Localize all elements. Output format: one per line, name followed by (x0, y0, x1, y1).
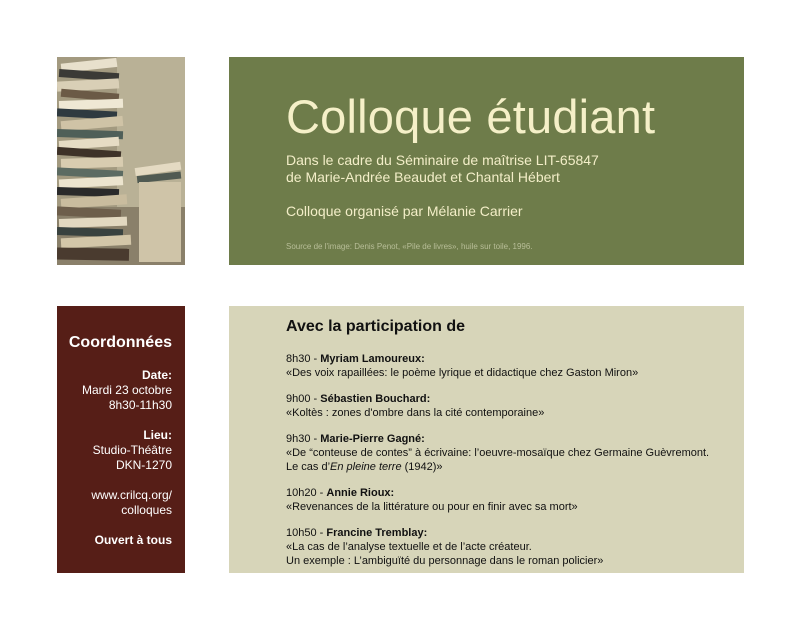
session-item (286, 392, 744, 420)
book-pile-painting (57, 57, 185, 265)
session-header (286, 352, 744, 366)
page-title: Colloque étudiant (286, 90, 656, 143)
website-line: colloques (121, 503, 172, 517)
session-header (286, 526, 744, 540)
program-heading: Avec la participation de (286, 318, 466, 335)
date-block (57, 368, 172, 413)
session-time: 10h50 - (286, 527, 327, 539)
session-title: «La cas de l’analyse textuelle et de l’acte créateur. (286, 541, 532, 553)
session-header (286, 486, 744, 500)
title-text: (1942)» (401, 461, 443, 473)
session-header (286, 432, 744, 446)
session-time: 9h00 - (286, 393, 321, 405)
session-title: «De “conteuse de contes” à écrivaine: l’oeuvre-mosaïque chez Germaine Guèvremont. (286, 447, 710, 459)
date-time: 8h30-11h30 (108, 398, 172, 412)
session-time: 9h30 - (286, 433, 321, 445)
session-title: «Revenances de la littérature ou pour en finir avec sa mort» (286, 501, 578, 513)
place-room: DKN-1270 (115, 458, 172, 472)
session-speaker: Francine Tremblay: (326, 527, 428, 539)
organizer-text: Colloque organisé par Mélanie Carrier (286, 203, 523, 219)
session-title-continued: Un exemple : L’ambiguïté du personnage dans le roman policier» (286, 555, 604, 567)
title-text: Le cas d’ (286, 461, 331, 473)
subtitle-line: Dans le cadre du Séminaire de maîtrise LIT-65847 (286, 152, 599, 168)
book-title: En pleine terre (330, 461, 402, 473)
seminar-subtitle (286, 152, 599, 186)
header-panel (229, 57, 744, 265)
session-speaker: Marie-Pierre Gagné: (320, 433, 425, 445)
place-label: Lieu: (143, 428, 172, 442)
session-speaker: Myriam Lamoureux: (320, 353, 425, 365)
session-header (286, 392, 744, 406)
coordinates-heading: Coordonnées (68, 334, 172, 351)
audience-text: Ouvert à tous (94, 533, 172, 547)
session-item (286, 486, 744, 514)
session-time: 10h20 - (286, 487, 327, 499)
website-line: www.crilcq.org/ (91, 488, 172, 502)
session-speaker: Annie Rioux: (326, 487, 395, 499)
coordinates-panel (57, 306, 185, 573)
session-title: «Des voix rapaillées: le poème lyrique et didactique chez Gaston Miron» (286, 367, 639, 379)
session-item (286, 432, 744, 474)
book-pile-image (57, 57, 185, 265)
session-item (286, 526, 744, 568)
website-block (57, 488, 172, 518)
place-block (57, 428, 172, 473)
date-label: Date: (141, 368, 172, 382)
image-source-caption: Source de l'image: Denis Penot, «Pile de livres», huile sur toile, 1996. (286, 242, 533, 251)
subtitle-line: de Marie-Andrée Beaudet et Chantal Hébert (286, 169, 560, 185)
session-time: 8h30 - (286, 353, 321, 365)
session-title: «Koltès : zones d'ombre dans la cité contemporaine» (286, 407, 545, 419)
place-name: Studio-Théâtre (92, 443, 172, 457)
date-day: Mardi 23 octobre (81, 383, 172, 397)
session-item (286, 352, 744, 380)
program-panel (229, 306, 744, 573)
session-speaker: Sébastien Bouchard: (320, 393, 431, 405)
session-title-continued (286, 460, 744, 474)
